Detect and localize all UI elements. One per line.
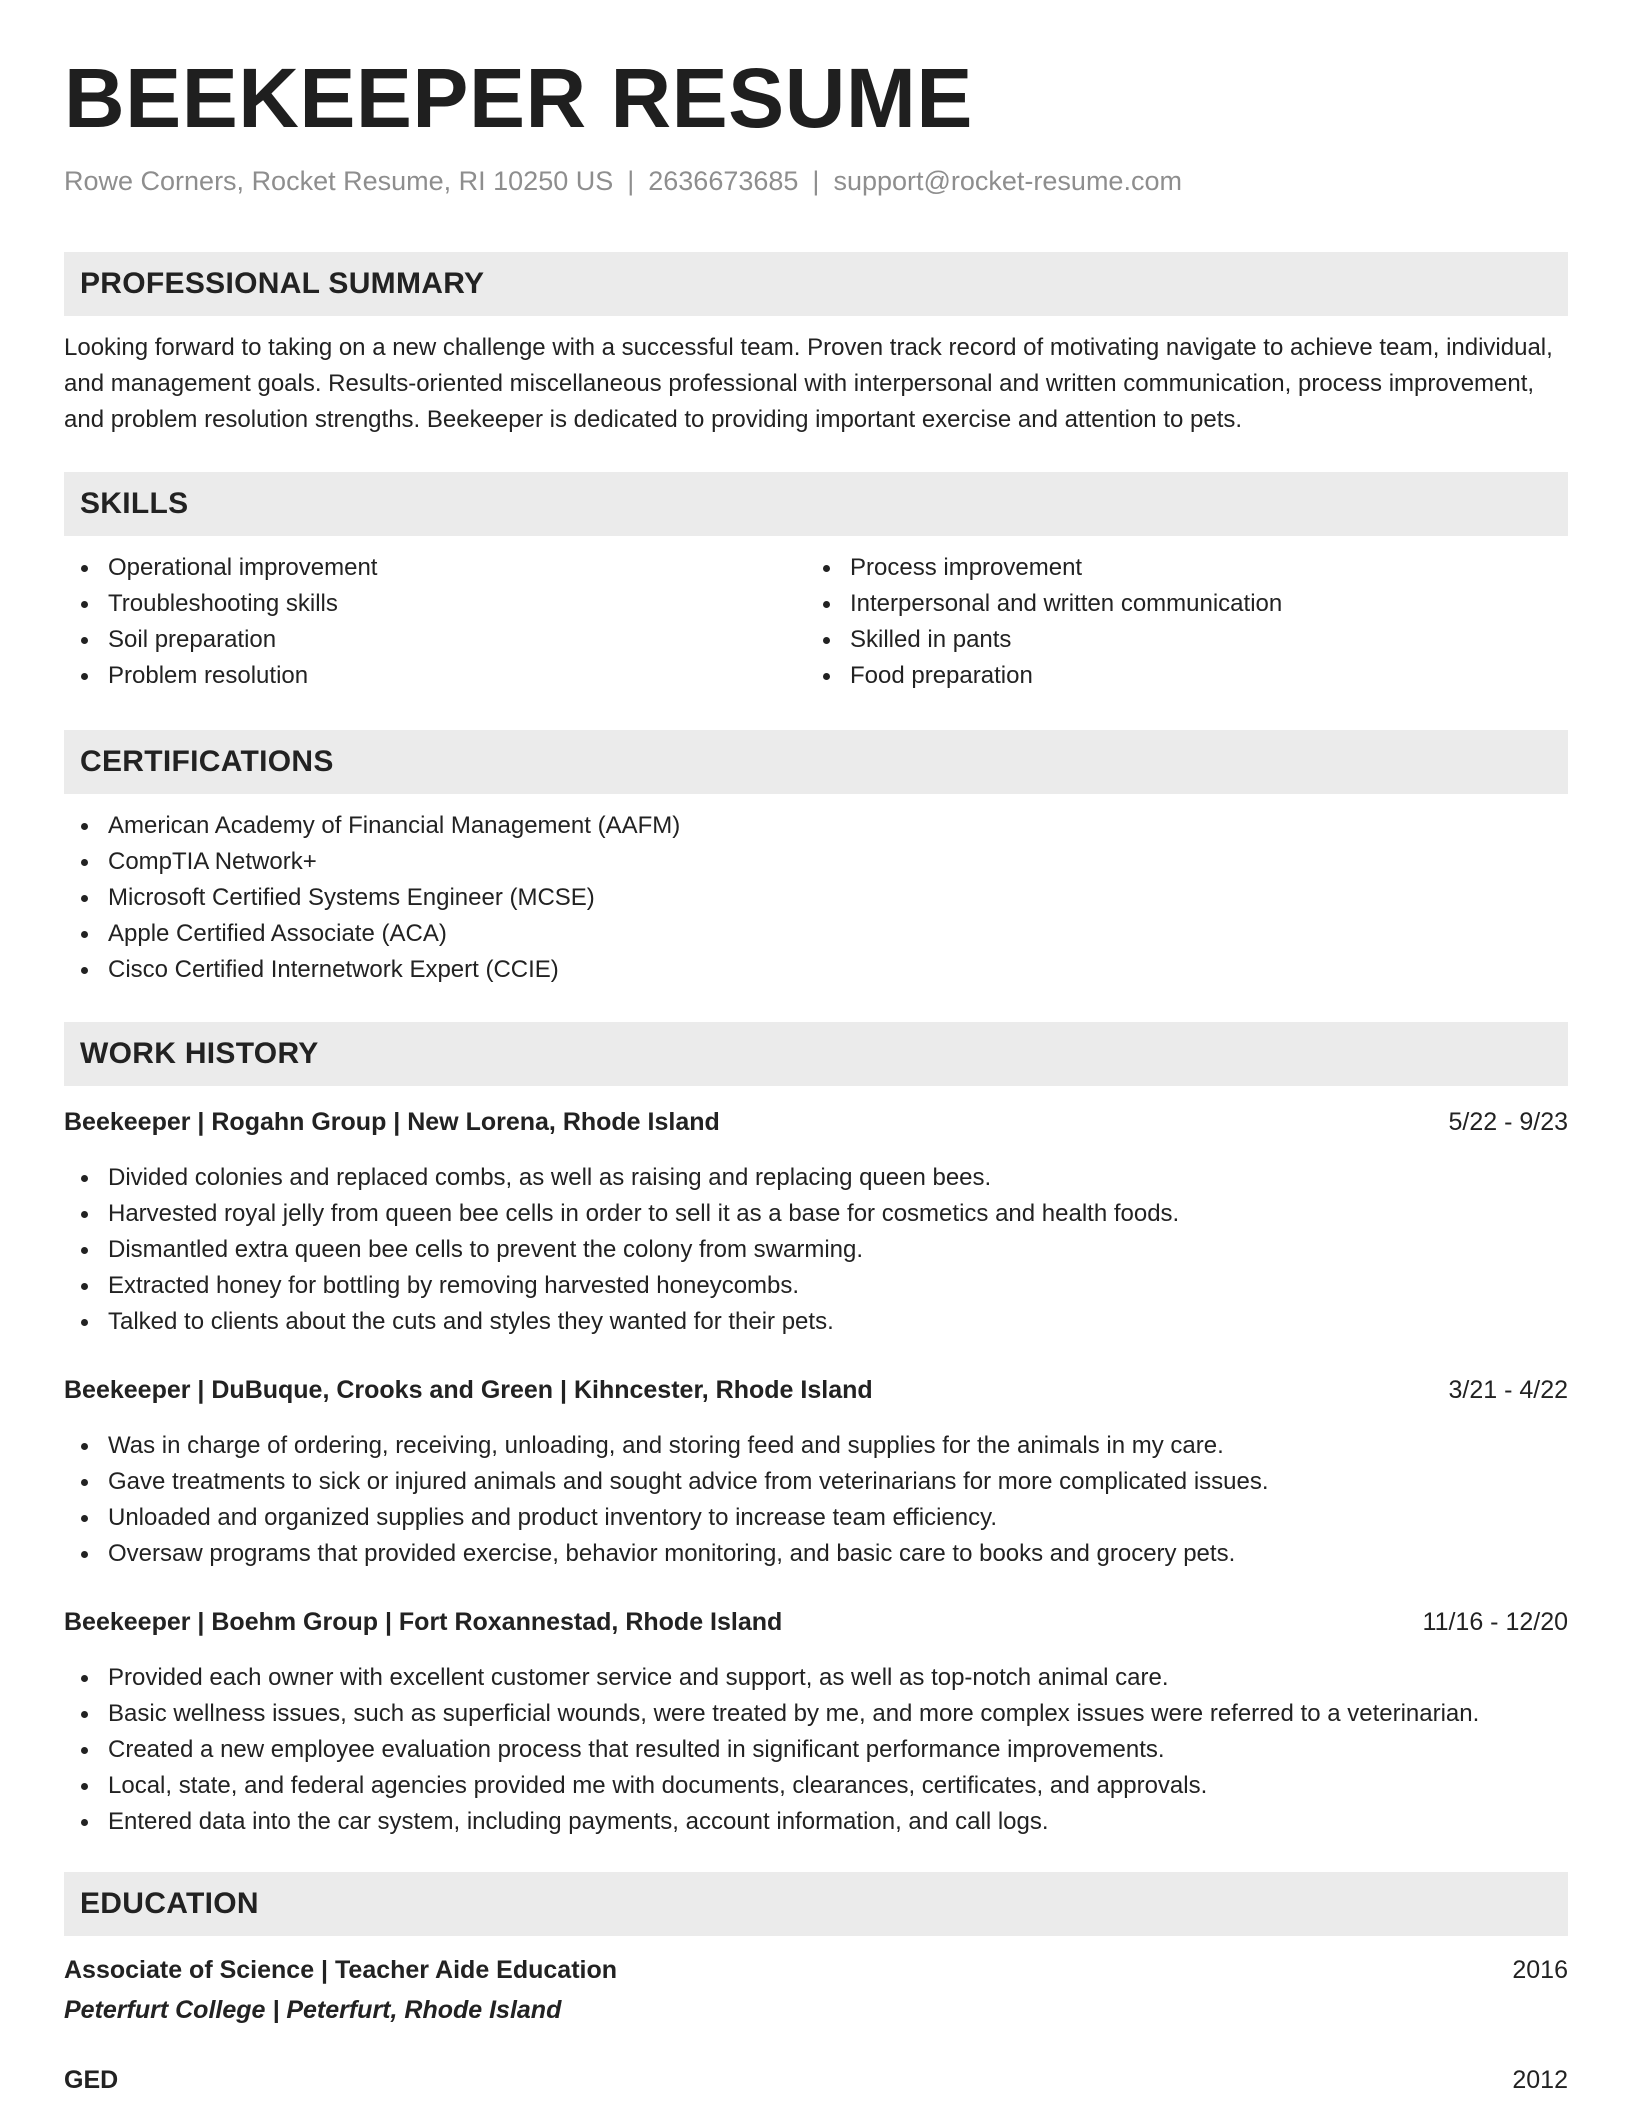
- job-bullet: Local, state, and federal agencies provided me with documents, clearances, certificates, and approvals.: [64, 1768, 1568, 1804]
- contact-phone: 2636673685: [648, 166, 799, 196]
- job-bullet: Provided each owner with excellent customer service and support, as well as top-notch animal care.: [64, 1660, 1568, 1696]
- job-bullets: [64, 1160, 1568, 1340]
- certification-item: CompTIA Network+: [64, 844, 1568, 880]
- contact-email[interactable]: support@rocket-resume.com: [833, 166, 1182, 196]
- education-heading: EDUCATION: [80, 1887, 259, 1920]
- job-bullet: Harvested royal jelly from queen bee cells in order to sell it as a base for cosmetics and health foods.: [64, 1196, 1568, 1232]
- job-bullet: Divided colonies and replaced combs, as well as raising and replacing queen bees.: [64, 1160, 1568, 1196]
- education-year: 2016: [1512, 1956, 1568, 1984]
- summary-heading: PROFESSIONAL SUMMARY: [80, 267, 485, 300]
- job-header: [64, 1104, 1568, 1140]
- certification-item: Microsoft Certified Systems Engineer (MCSE): [64, 880, 1568, 916]
- education-entry-header: [64, 1952, 1568, 1988]
- job-title: Beekeeper | DuBuque, Crooks and Green | Kihncester, Rhode Island: [64, 1376, 873, 1404]
- job-title: Beekeeper | Rogahn Group | New Lorena, Rhode Island: [64, 1108, 720, 1136]
- job-bullet: Gave treatments to sick or injured animals and sought advice from veterinarians for more complicated issues.: [64, 1464, 1568, 1500]
- skills-heading: SKILLS: [80, 487, 189, 520]
- work-heading: WORK HISTORY: [80, 1037, 319, 1070]
- job-bullet: Created a new employee evaluation process that resulted in significant performance improvements.: [64, 1732, 1568, 1768]
- summary-section-header: [64, 252, 1568, 316]
- education-degree: Associate of Science | Teacher Aide Education: [64, 1956, 618, 1984]
- certifications-section-header: [64, 730, 1568, 794]
- skills-section-header: [64, 472, 1568, 536]
- contact-separator: |: [812, 166, 820, 196]
- job-title: Beekeeper | Boehm Group | Fort Roxannestad, Rhode Island: [64, 1608, 783, 1636]
- skill-item: Troubleshooting skills: [64, 586, 804, 622]
- certifications-heading: CERTIFICATIONS: [80, 745, 334, 778]
- education-year: 2012: [1512, 2066, 1568, 2094]
- education-degree: GED: [64, 2066, 119, 2094]
- work-section-header: [64, 1022, 1568, 1086]
- certification-item: Apple Certified Associate (ACA): [64, 916, 1568, 952]
- job-header: [64, 1604, 1568, 1640]
- certifications-list: [64, 808, 1568, 988]
- education-section-header: [64, 1872, 1568, 1936]
- job-dates: 3/21 - 4/22: [1448, 1376, 1568, 1404]
- skill-item: Soil preparation: [64, 622, 804, 658]
- job-bullets: [64, 1660, 1568, 1840]
- job-bullets: [64, 1428, 1568, 1572]
- skill-item: Food preparation: [806, 658, 1546, 694]
- skill-item: Interpersonal and written communication: [806, 586, 1546, 622]
- skill-item: Problem resolution: [64, 658, 804, 694]
- job-header: [64, 1372, 1568, 1408]
- job-bullet: Extracted honey for bottling by removing harvested honeycombs.: [64, 1268, 1568, 1304]
- job-bullet: Entered data into the car system, including payments, account information, and call logs.: [64, 1804, 1568, 1840]
- job-dates: 11/16 - 12/20: [1422, 1608, 1568, 1636]
- certification-item: American Academy of Financial Management (AAFM): [64, 808, 1568, 844]
- resume-title: BEEKEEPER RESUME: [64, 51, 973, 145]
- certification-item: Cisco Certified Internetwork Expert (CCIE): [64, 952, 1568, 988]
- job-bullet: Oversaw programs that provided exercise, behavior monitoring, and basic care to books and grocery pets.: [64, 1536, 1568, 1572]
- education-school: Peterfurt College | Peterfurt, Rhode Island: [64, 1996, 562, 2024]
- skills-list-left: [64, 550, 804, 694]
- skill-item: Operational improvement: [64, 550, 804, 586]
- job-bullet: Was in charge of ordering, receiving, unloading, and storing feed and supplies for the animals in my care.: [64, 1428, 1568, 1464]
- contact-separator: |: [627, 166, 635, 196]
- job-dates: 5/22 - 9/23: [1448, 1108, 1568, 1136]
- job-bullet: Unloaded and organized supplies and product inventory to increase team efficiency.: [64, 1500, 1568, 1536]
- education-entry-header: [64, 2062, 1568, 2098]
- skill-item: Skilled in pants: [806, 622, 1546, 658]
- job-bullet: Dismantled extra queen bee cells to prevent the colony from swarming.: [64, 1232, 1568, 1268]
- job-bullet: Talked to clients about the cuts and styles they wanted for their pets.: [64, 1304, 1568, 1340]
- skills-list-right: [806, 550, 1546, 694]
- contact-line: [64, 166, 1182, 197]
- skill-item: Process improvement: [806, 550, 1546, 586]
- job-bullet: Basic wellness issues, such as superficial wounds, were treated by me, and more complex issues were referred to a veterinarian.: [64, 1696, 1568, 1732]
- summary-text: Looking forward to taking on a new challenge with a successful team. Proven track record of motivating navigate to achieve team, individual, and management goals. Results-oriented miscellaneous professional with interpersonal and written communication, process improvement, and problem resolution strengths. Beekeeper is dedicated to providing important exercise and attention to pets.: [64, 334, 1553, 433]
- contact-address: Rowe Corners, Rocket Resume, RI 10250 US: [64, 166, 614, 196]
